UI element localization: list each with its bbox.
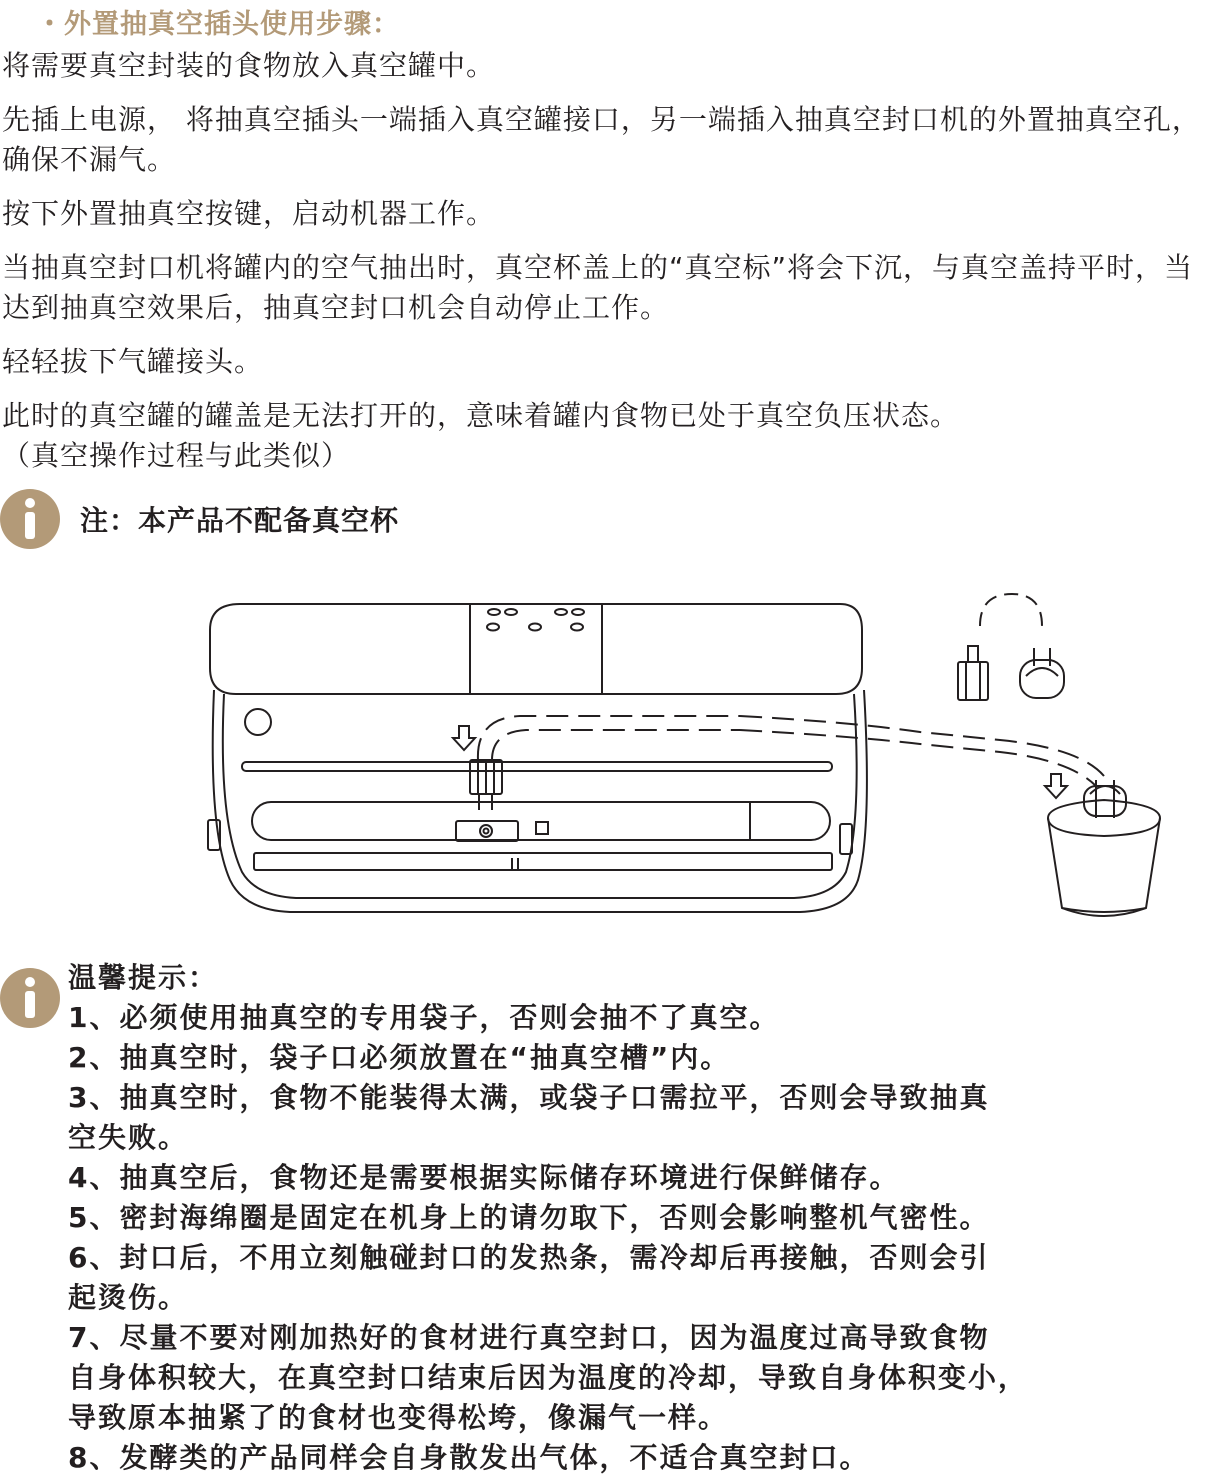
step-3: 按下外置抽真空按键，启动机器工作。	[2, 197, 496, 230]
tip-line: 6、封口后，不用立刻触碰封口的发热条，需冷却后再接触，否则会引	[68, 1241, 990, 1274]
info-icon	[0, 489, 60, 549]
tip-line: 空失败。	[68, 1121, 189, 1154]
tip-line: 8、发酵类的产品同样会自身散发出气体，不适合真空封口。	[68, 1441, 870, 1474]
tip-line: 自身体积较大，在真空封口结束后因为温度的冷却，导致自身体积变小，	[68, 1361, 1029, 1394]
tip-line: 5、密封海绵圈是固定在机身上的请勿取下，否则会影响整机气密性。	[68, 1201, 990, 1234]
step-1: 将需要真空封装的食物放入真空罐中。	[2, 49, 496, 82]
tip-line: 起烫伤。	[68, 1281, 189, 1314]
step-5: 轻轻拔下气罐接头。	[2, 345, 264, 378]
vacuum-sealer-illustration	[200, 590, 1190, 930]
tip-line: 7、尽量不要对刚加热好的食材进行真空封口，因为温度过高导致食物	[68, 1321, 990, 1354]
step-2: 先插上电源， 将抽真空插头一端插入真空罐接口，另一端插入抽真空封口机的外置抽真空孔，确保不漏气。	[2, 103, 1201, 176]
tips-list	[68, 958, 1225, 1478]
steps-list	[2, 46, 1222, 476]
section-heading: ・外置抽真空插头使用步骤：	[36, 9, 400, 40]
tip-line: 导致原本抽紧了的食材也变得松垮，像漏气一样。	[68, 1401, 729, 1434]
note-text: 注：本产品不配备真空杯	[80, 504, 400, 537]
step-note-similar: （真空操作过程与此类似）	[2, 439, 351, 472]
tips-title: 温馨提示：	[68, 961, 219, 994]
step-6: 此时的真空罐的罐盖是无法打开的，意味着罐内食物已处于真空负压状态。	[2, 399, 960, 432]
info-icon	[0, 968, 60, 1028]
tip-line: 4、抽真空后，食物还是需要根据实际储存环境进行保鲜储存。	[68, 1161, 900, 1194]
tip-line: 2、抽真空时，袋子口必须放置在“抽真空槽”内。	[68, 1041, 731, 1074]
tip-line: 1、必须使用抽真空的专用袋子，否则会抽不了真空。	[68, 1001, 780, 1034]
step-4: 当抽真空封口机将罐内的空气抽出时，真空杯盖上的“真空标”将会下沉，与真空盖持平时，当达到抽真空效果后，抽真空封口机会自动停止工作。	[2, 251, 1194, 324]
tip-line: 3、抽真空时，食物不能装得太满，或袋子口需拉平，否则会导致抽真	[68, 1081, 990, 1114]
